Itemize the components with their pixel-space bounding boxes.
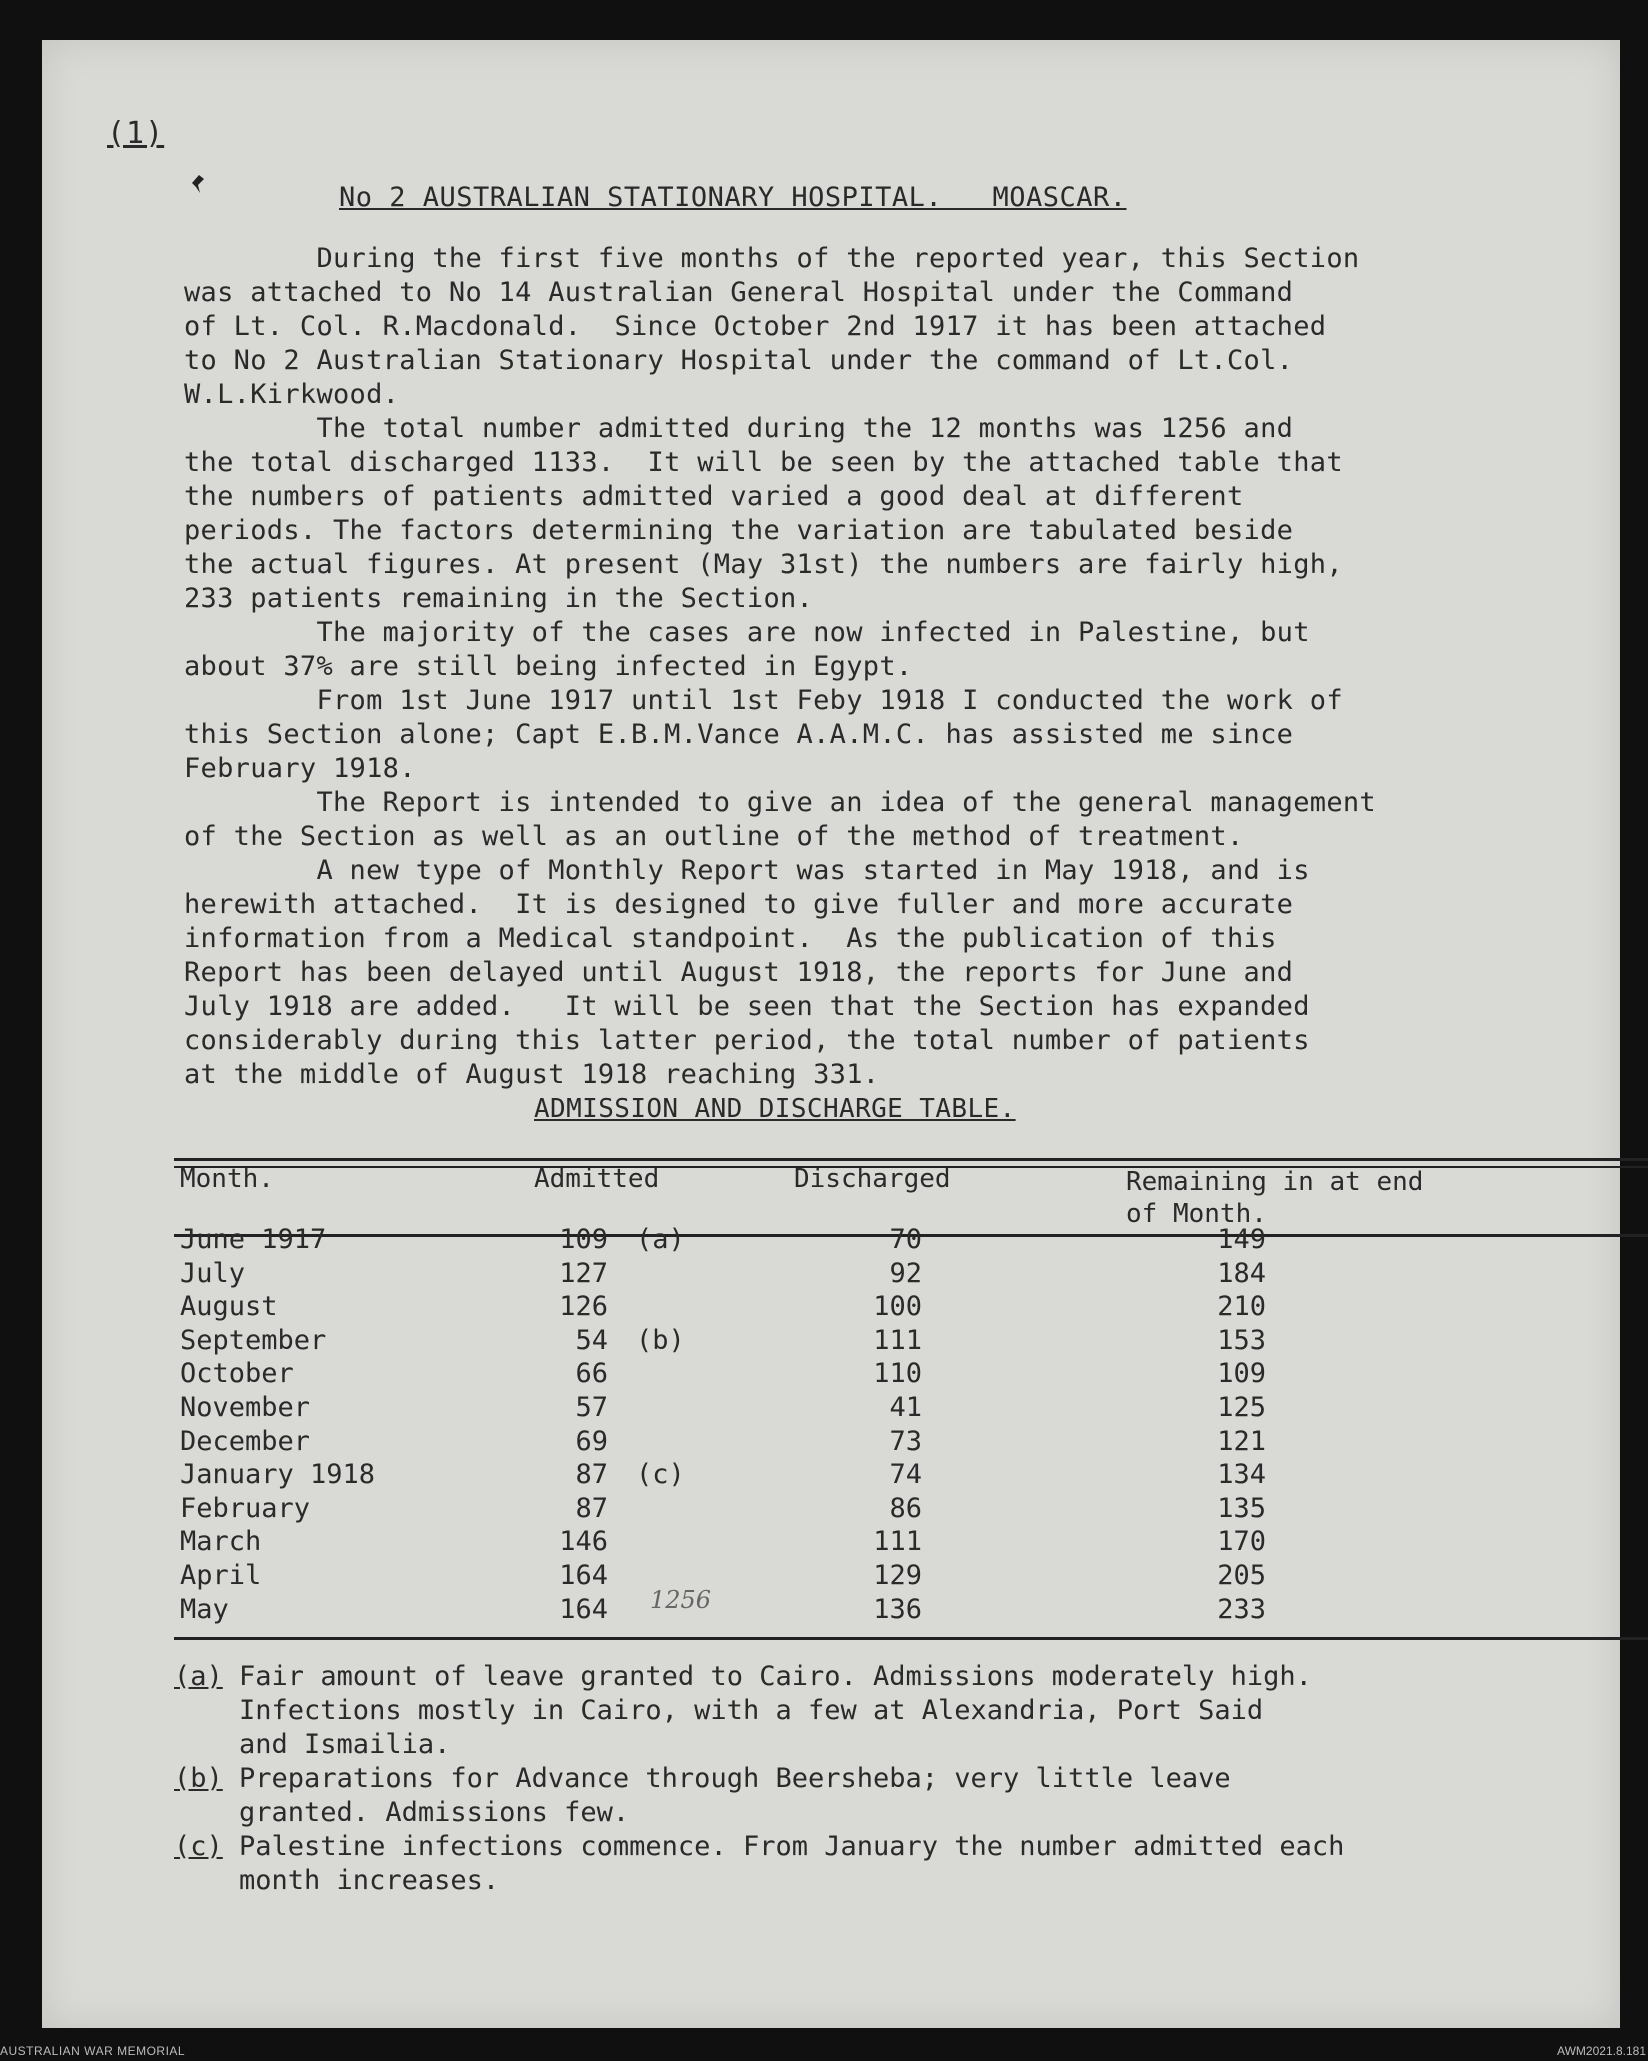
table-row <box>42 1224 1620 1258</box>
cell-note: (c) <box>636 1459 685 1491</box>
cell-note: (b) <box>636 1324 685 1356</box>
table-body <box>42 1224 1620 1627</box>
page-title: No 2 AUSTRALIAN STATIONARY HOSPITAL. MOASCAR. <box>339 182 1127 213</box>
cell-discharged: 70 <box>889 1224 922 1255</box>
cell-month: May <box>180 1593 229 1625</box>
body-line: the numbers of patients admitted varied a good deal at different <box>184 481 1244 512</box>
cell-discharged: 110 <box>873 1358 922 1390</box>
cell-note: (a) <box>636 1224 685 1255</box>
body-line: The Report is intended to give an idea of the general management <box>184 787 1376 818</box>
cell-discharged: 111 <box>873 1324 922 1356</box>
cell-discharged: 74 <box>889 1459 922 1491</box>
body-line: about 37% are still being infected in Egypt. <box>184 651 913 682</box>
cell-month: July <box>180 1257 246 1289</box>
body-line: The majority of the cases are now infected in Palestine, but <box>184 617 1310 648</box>
cell-remaining: 135 <box>1217 1492 1266 1524</box>
table-rule-top <box>174 1158 1648 1161</box>
cell-remaining: 153 <box>1217 1324 1266 1356</box>
body-line: was attached to No 14 Australian General Hospital under the Command <box>184 277 1294 308</box>
handwritten-total: 1256 <box>650 1586 712 1614</box>
table-row <box>42 1325 1620 1359</box>
table-row <box>42 1560 1620 1594</box>
header-month: Month. <box>180 1164 274 1194</box>
cell-admitted: 57 <box>575 1391 608 1423</box>
footnote-c <box>174 1830 1344 1898</box>
body-line: July 1918 are added. It will be seen that the Section has expanded <box>184 991 1310 1022</box>
table-row <box>42 1258 1620 1292</box>
body-line: 233 patients remaining in the Section. <box>184 583 814 614</box>
cell-discharged: 129 <box>873 1559 922 1591</box>
cell-admitted: 69 <box>575 1425 608 1457</box>
body-line: From 1st June 1917 until 1st Feby 1918 I conducted the work of <box>184 685 1343 716</box>
table-row <box>42 1459 1620 1493</box>
header-admitted: Admitted <box>534 1164 660 1194</box>
cell-month: November <box>180 1391 311 1423</box>
table-row <box>42 1493 1620 1527</box>
cell-admitted: 54 <box>575 1324 608 1356</box>
footnote-b-key: (b) <box>174 1763 223 1794</box>
cell-admitted: 87 <box>575 1459 608 1491</box>
cell-discharged: 86 <box>889 1492 922 1524</box>
body-line: periods. The factors determining the variation are tabulated beside <box>184 515 1294 546</box>
body-line: The total number admitted during the 12 months was 1256 and <box>184 413 1294 444</box>
table-row <box>42 1392 1620 1426</box>
cell-admitted: 109 <box>559 1224 608 1255</box>
cell-remaining: 149 <box>1217 1224 1266 1255</box>
page-number: (1) <box>107 116 165 151</box>
body-line: February 1918. <box>184 753 416 784</box>
header-discharged: Discharged <box>794 1164 951 1194</box>
footnote-c-key: (c) <box>174 1831 223 1862</box>
cell-admitted: 146 <box>559 1526 608 1558</box>
footnote-a <box>174 1660 1312 1762</box>
body-line: at the middle of August 1918 reaching 331. <box>184 1059 880 1090</box>
table-title: ADMISSION AND DISCHARGE TABLE. <box>534 1094 1016 1124</box>
cell-remaining: 109 <box>1217 1358 1266 1390</box>
cell-discharged: 92 <box>889 1257 922 1289</box>
cell-admitted: 66 <box>575 1358 608 1390</box>
cell-remaining: 210 <box>1217 1291 1266 1323</box>
header-remaining: Remaining in at end of Month. <box>1126 1167 1424 1229</box>
footnote-b-text: Preparations for Advance through Beersheba; very little leave granted. Admissions few. <box>239 1763 1231 1828</box>
cell-month: December <box>180 1425 311 1457</box>
cell-remaining: 134 <box>1217 1459 1266 1491</box>
table-row <box>42 1291 1620 1325</box>
footer-archive-name: AUSTRALIAN WAR MEMORIAL <box>0 2044 186 2058</box>
cell-remaining: 233 <box>1217 1593 1266 1625</box>
document-page <box>42 40 1620 2028</box>
cell-admitted: 87 <box>575 1492 608 1524</box>
cell-month: August <box>180 1291 278 1323</box>
cell-admitted: 126 <box>559 1291 608 1323</box>
cell-discharged: 111 <box>873 1526 922 1558</box>
body-line: Report has been delayed until August 1918, the reports for June and <box>184 957 1294 988</box>
cell-remaining: 121 <box>1217 1425 1266 1457</box>
body-line: of the Section as well as an outline of the method of treatment. <box>184 821 1244 852</box>
table-row <box>42 1594 1620 1628</box>
cell-month: January 1918 <box>180 1459 376 1491</box>
body-line: the actual figures. At present (May 31st) the numbers are fairly high, <box>184 549 1343 580</box>
table-rule-bottom <box>174 1637 1648 1640</box>
body-line: information from a Medical standpoint. As the publication of this <box>184 923 1277 954</box>
footnote-b <box>174 1762 1231 1830</box>
body-line: the total discharged 1133. It will be seen by the attached table that <box>184 447 1343 478</box>
cell-remaining: 125 <box>1217 1391 1266 1423</box>
body-line: W.L.Kirkwood. <box>184 379 400 410</box>
cell-admitted: 127 <box>559 1257 608 1289</box>
cell-discharged: 136 <box>873 1593 922 1625</box>
body-line: to No 2 Australian Stationary Hospital under the command of Lt.Col. <box>184 345 1294 376</box>
body-line: of Lt. Col. R.Macdonald. Since October 2nd 1917 it has been attached <box>184 311 1327 342</box>
footnote-c-text: Palestine infections commence. From January the number admitted each month increases. <box>239 1831 1345 1896</box>
footer-archive-id: AWM2021.8.181 <box>1557 2044 1646 2058</box>
cell-remaining: 184 <box>1217 1257 1266 1289</box>
table-row <box>42 1426 1620 1460</box>
body-line: During the first five months of the reported year, this Section <box>184 243 1360 274</box>
body-text <box>184 242 1614 1092</box>
cell-discharged: 73 <box>889 1425 922 1457</box>
cell-admitted: 164 <box>559 1593 608 1625</box>
cell-month: February <box>180 1492 311 1524</box>
cell-remaining: 205 <box>1217 1559 1266 1591</box>
pin-hole-mark <box>190 173 206 195</box>
table-row <box>42 1526 1620 1560</box>
cell-month: June 1917 <box>180 1224 327 1255</box>
cell-month: March <box>180 1526 262 1558</box>
cell-admitted: 164 <box>559 1559 608 1591</box>
body-line: this Section alone; Capt E.B.M.Vance A.A.M.C. has assisted me since <box>184 719 1294 750</box>
cell-month: September <box>180 1324 327 1356</box>
cell-discharged: 100 <box>873 1291 922 1323</box>
footnote-a-text: Fair amount of leave granted to Cairo. Admissions moderately high. Infections mostly in Cairo, with a few at Alexandria, Port Said and Ismailia. <box>239 1661 1312 1760</box>
footnote-a-key: (a) <box>174 1661 223 1692</box>
cell-month: October <box>180 1358 294 1390</box>
body-line: considerably during this latter period, the total number of patients <box>184 1025 1310 1056</box>
cell-discharged: 41 <box>889 1391 922 1423</box>
body-line: herewith attached. It is designed to give fuller and more accurate <box>184 889 1294 920</box>
cell-remaining: 170 <box>1217 1526 1266 1558</box>
body-line: A new type of Monthly Report was started in May 1918, and is <box>184 855 1310 886</box>
cell-month: April <box>180 1559 262 1591</box>
table-row <box>42 1358 1620 1392</box>
